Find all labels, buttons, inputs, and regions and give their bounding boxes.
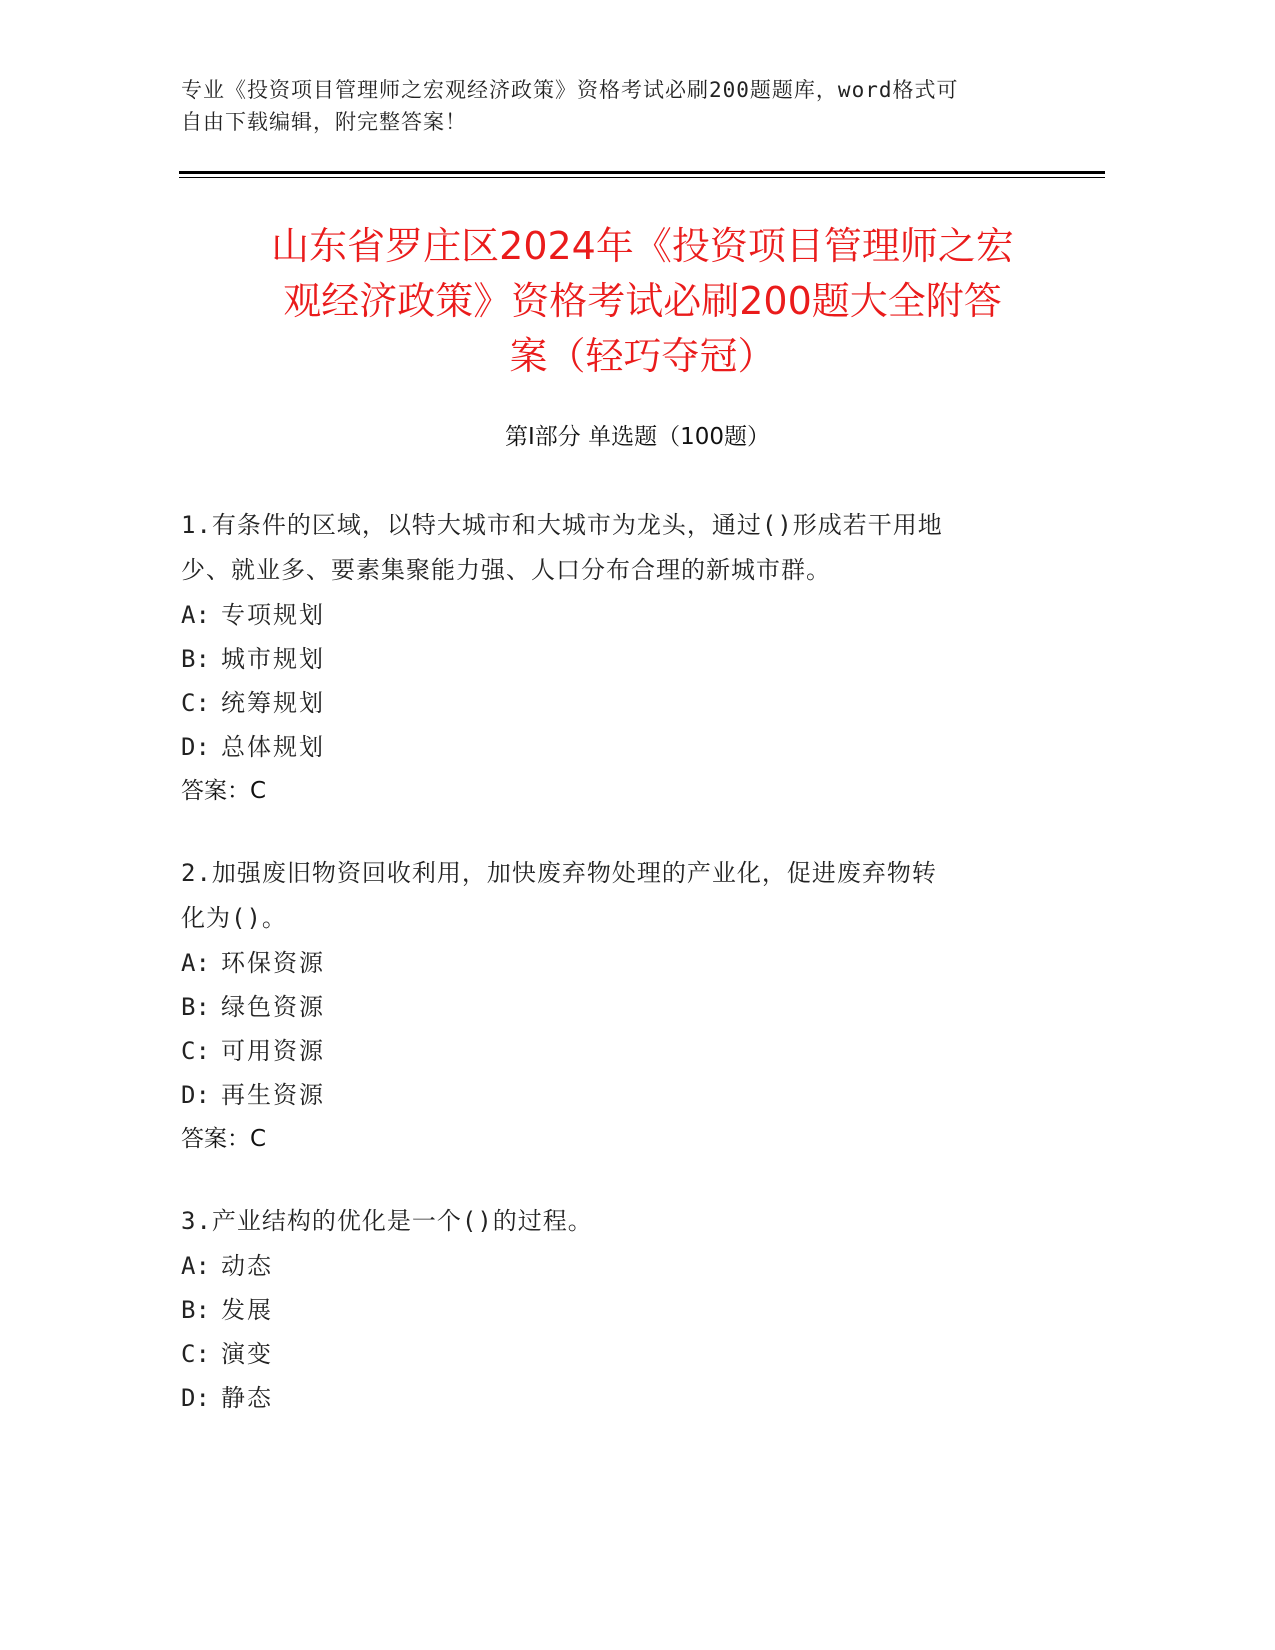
- option-letter: B:: [181, 993, 210, 1021]
- question-2-option-a: [181, 941, 1081, 985]
- option-text: 环保资源: [221, 949, 325, 977]
- option-text: 统筹规划: [221, 689, 325, 717]
- option-text: 绿色资源: [221, 993, 325, 1021]
- question-3: [181, 1199, 1081, 1420]
- question-1-option-b: [181, 637, 1081, 681]
- option-text: 可用资源: [221, 1037, 325, 1065]
- question-2: [181, 851, 1081, 1161]
- option-text: 发展: [221, 1296, 273, 1324]
- option-letter: A:: [181, 601, 210, 629]
- question-1-answer: 答案：C: [181, 778, 267, 804]
- document-title: [150, 219, 1135, 384]
- option-letter: A:: [181, 1252, 210, 1280]
- option-letter: D:: [181, 1081, 210, 1109]
- title-line-1: 山东省罗庄区2024年《投资项目管理师之宏: [271, 224, 1014, 268]
- question-2-option-b: [181, 985, 1081, 1029]
- header-rule-thin: [179, 177, 1105, 178]
- option-text: 城市规划: [221, 645, 325, 673]
- section-heading: 第Ⅰ部分 单选题（100题）: [505, 424, 770, 450]
- header-note-line-2: 自由下载编辑，附完整答案！: [181, 110, 467, 134]
- question-1-option-d: [181, 725, 1081, 769]
- option-letter: D:: [181, 733, 210, 761]
- question-2-text-line-2: 化为()。: [181, 904, 287, 932]
- title-line-2: 观经济政策》资格考试必刷200题大全附答: [283, 279, 1002, 323]
- option-letter: C:: [181, 1340, 210, 1368]
- option-text: 专项规划: [221, 601, 325, 629]
- question-1-text-line-2: 少、就业多、要素集聚能力强、人口分布合理的新城市群。: [181, 556, 831, 584]
- question-1-option-a: [181, 593, 1081, 637]
- question-2-text-line-1: 2.加强废旧物资回收利用，加快废弃物处理的产业化，促进废弃物转: [181, 859, 937, 887]
- question-3-option-c: [181, 1332, 1081, 1376]
- option-letter: C:: [181, 1037, 210, 1065]
- option-letter: A:: [181, 949, 210, 977]
- question-1-option-c: [181, 681, 1081, 725]
- question-2-option-c: [181, 1029, 1081, 1073]
- option-letter: B:: [181, 645, 210, 673]
- question-1-text-line-1: 1.有条件的区域，以特大城市和大城市为龙头，通过()形成若干用地: [181, 511, 943, 539]
- title-line-3: 案（轻巧夺冠）: [509, 334, 776, 378]
- option-text: 演变: [221, 1340, 273, 1368]
- option-letter: C:: [181, 689, 210, 717]
- option-text: 静态: [221, 1384, 273, 1412]
- question-3-text-line-1: 3.产业结构的优化是一个()的过程。: [181, 1207, 593, 1235]
- option-text: 总体规划: [221, 733, 325, 761]
- question-3-option-b: [181, 1288, 1081, 1332]
- question-3-option-a: [181, 1244, 1081, 1288]
- option-letter: B:: [181, 1296, 210, 1324]
- option-letter: D:: [181, 1384, 210, 1412]
- header-note-line-1: 专业《投资项目管理师之宏观经济政策》资格考试必刷200题题库，word格式可: [181, 78, 959, 102]
- question-2-answer: 答案：C: [181, 1126, 267, 1152]
- header-note: [181, 74, 1061, 138]
- question-1: [181, 503, 1081, 813]
- option-text: 动态: [221, 1252, 273, 1280]
- header-rule-thick: [179, 171, 1105, 174]
- question-2-option-d: [181, 1073, 1081, 1117]
- option-text: 再生资源: [221, 1081, 325, 1109]
- question-3-option-d: [181, 1376, 1081, 1420]
